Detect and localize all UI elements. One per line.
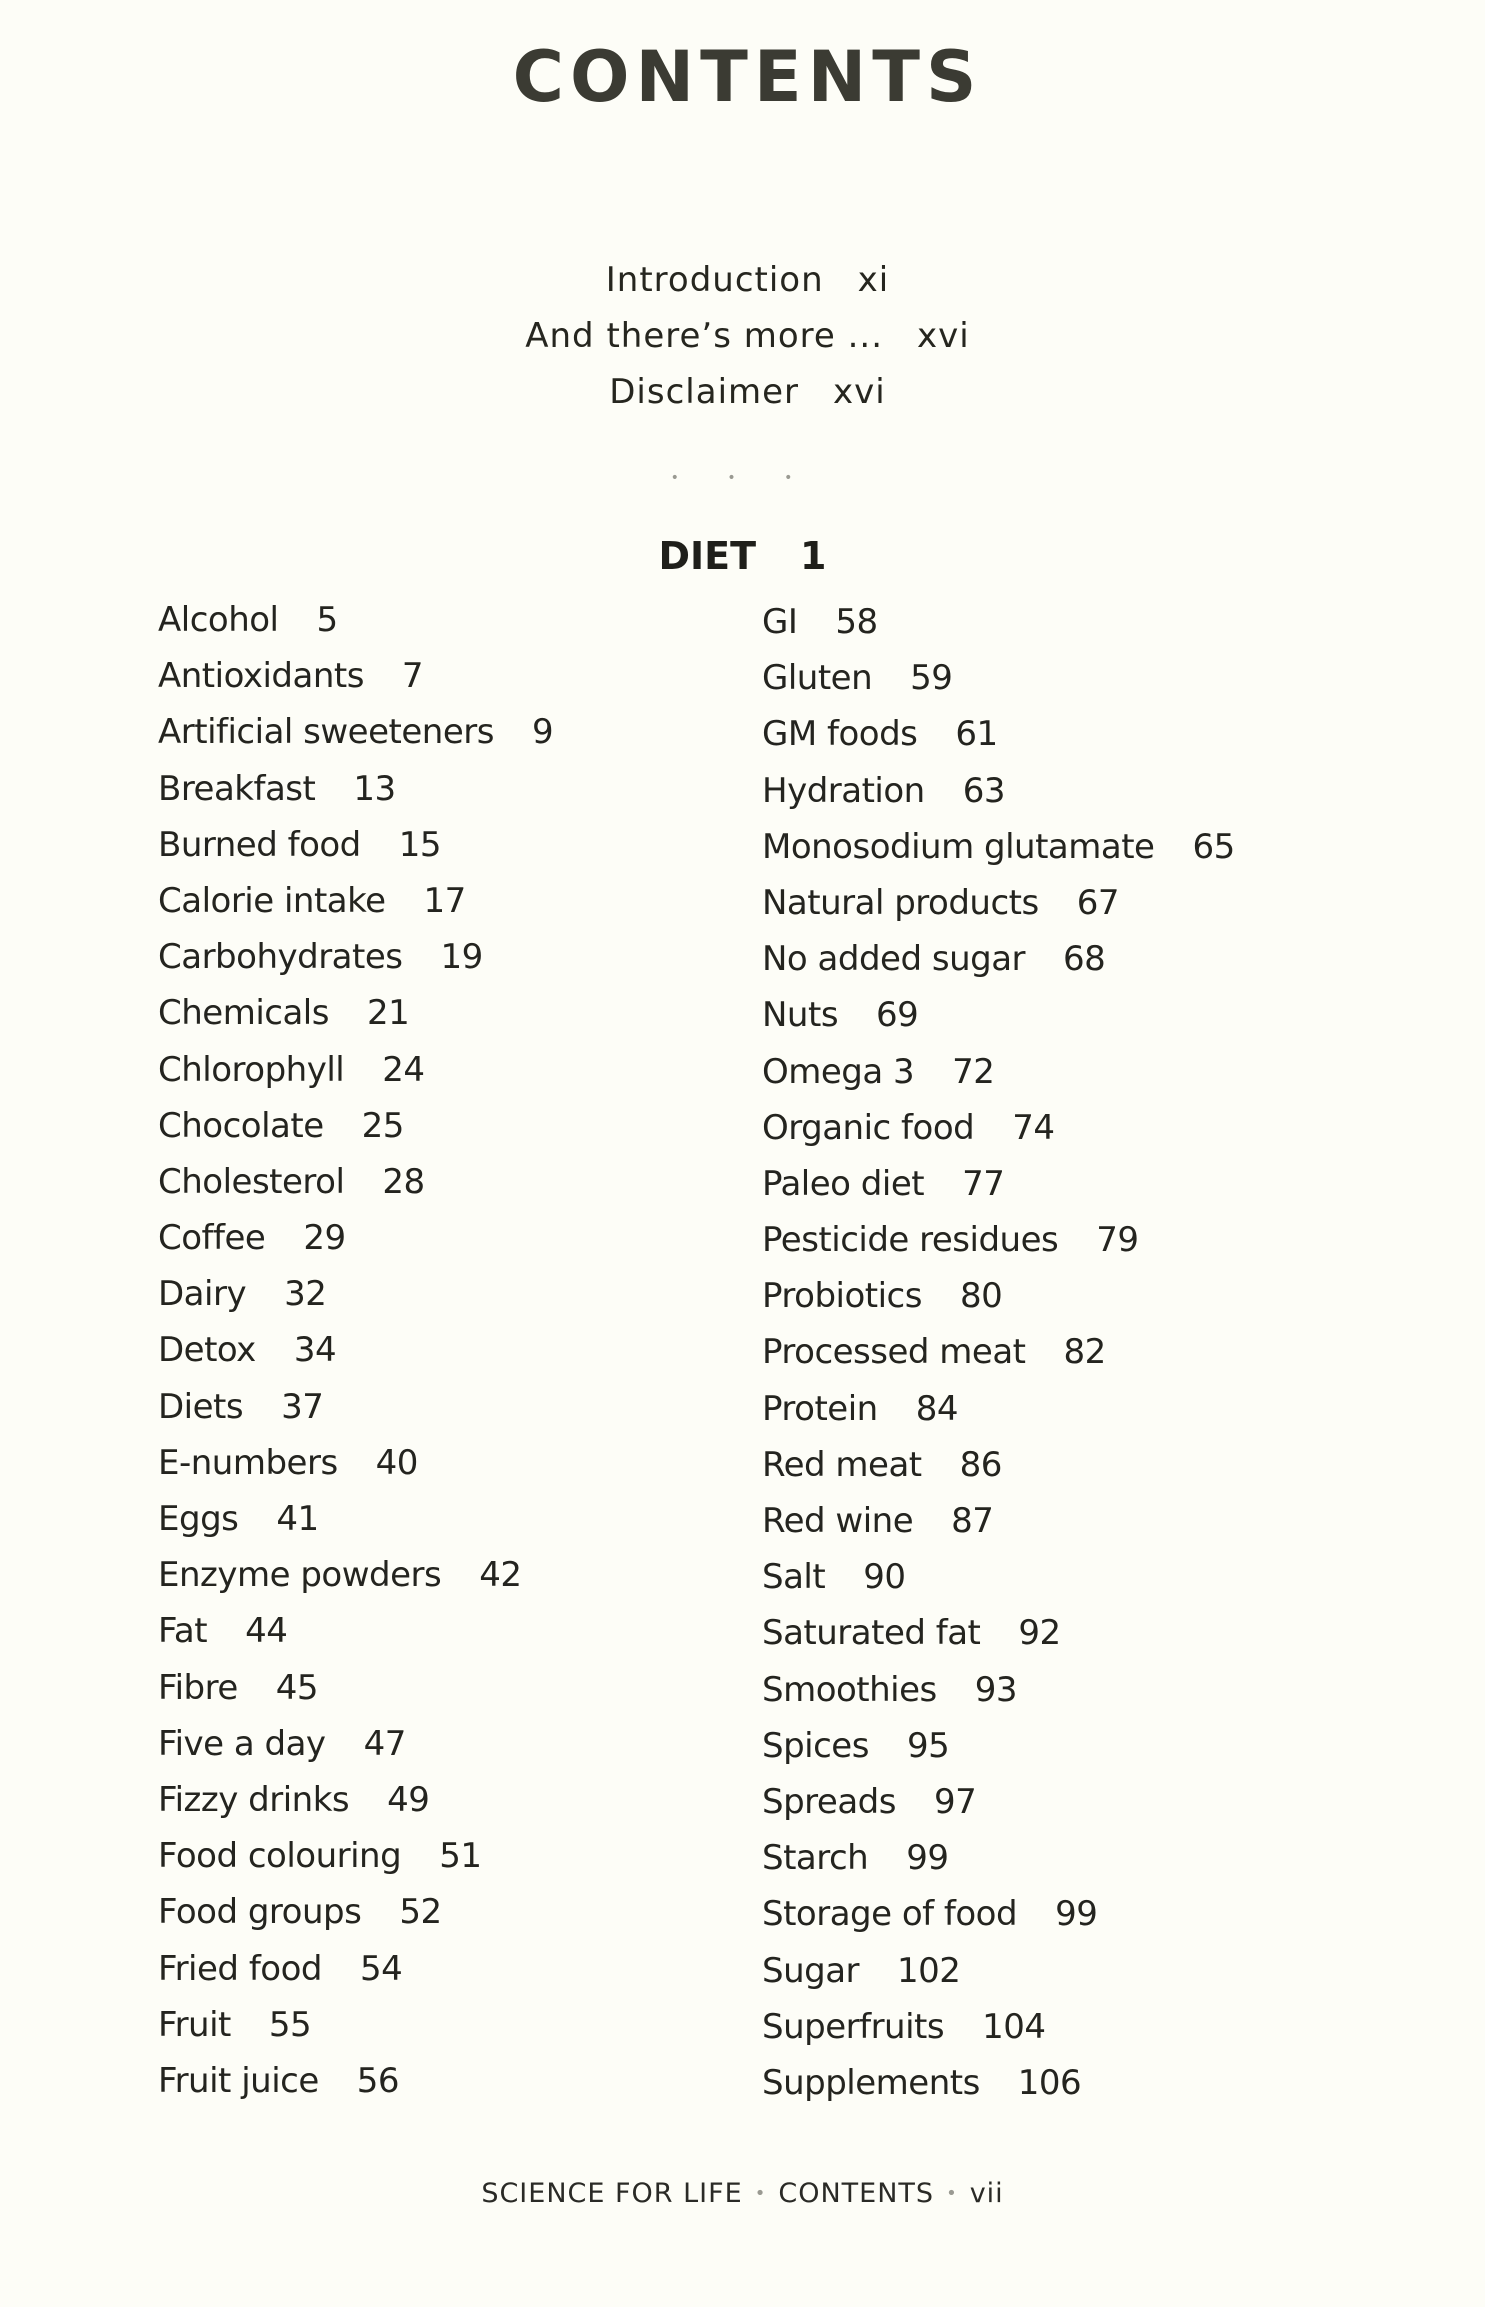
toc-entry[interactable]: [762, 1943, 1235, 1999]
toc-entry[interactable]: [158, 985, 553, 1041]
entry-label: Smoothies: [762, 1669, 937, 1710]
entry-label: Saturated fat: [762, 1613, 981, 1654]
entry-label: Carbohydrates: [158, 937, 403, 978]
entry-page-number: 86: [959, 1444, 1002, 1485]
entry-page-number: 40: [375, 1442, 418, 1483]
toc-entry[interactable]: [158, 1716, 553, 1772]
entry-page-number: 34: [293, 1330, 337, 1371]
toc-entry[interactable]: [158, 1210, 553, 1266]
entry-page-number: 21: [366, 993, 410, 1034]
entry-page-number: 15: [398, 824, 442, 865]
entry-label: Burned food: [158, 824, 361, 865]
entry-page-number: 42: [479, 1555, 522, 1596]
front-matter-list: [0, 252, 1485, 420]
entry-page-number: 93: [974, 1669, 1018, 1710]
footer-separator-icon: •: [946, 2183, 958, 2204]
entry-page-number: 49: [387, 1779, 430, 1820]
toc-entry[interactable]: [762, 1774, 1235, 1830]
entry-label: Alcohol: [158, 600, 279, 640]
entry-label: Red wine: [762, 1501, 914, 1541]
toc-entry[interactable]: [158, 648, 553, 704]
entry-page-number: 44: [245, 1611, 288, 1652]
entry-page-number: 29: [303, 1218, 346, 1259]
toc-entry[interactable]: [762, 987, 1235, 1043]
entry-page-number: 32: [284, 1274, 327, 1315]
entry-page-number: 90: [863, 1557, 906, 1598]
entry-page-number: 19: [440, 937, 483, 978]
footer-section: CONTENTS: [778, 2178, 935, 2209]
entry-page-number: 9: [531, 712, 554, 753]
toc-entry[interactable]: [762, 1268, 1235, 1324]
toc-entry[interactable]: [762, 1437, 1235, 1493]
entry-label: Cholesterol: [158, 1161, 345, 1202]
toc-entry[interactable]: [762, 706, 1235, 762]
entry-label: No added sugar: [762, 939, 1026, 980]
entry-page-number: 13: [353, 768, 396, 809]
toc-entry[interactable]: [158, 592, 553, 648]
toc-entry[interactable]: [158, 929, 553, 985]
entry-label: Hydration: [762, 770, 925, 811]
entry-label: Starch: [762, 1838, 869, 1879]
toc-entry-introduction[interactable]: [0, 252, 1485, 308]
entry-page-number: 82: [1063, 1332, 1106, 1373]
entry-label: Coffee: [158, 1218, 266, 1259]
toc-entry[interactable]: [762, 1605, 1235, 1661]
entry-label: Salt: [762, 1557, 826, 1598]
entry-page-number: xvi: [833, 372, 886, 412]
entry-page-number: 56: [356, 2060, 400, 2101]
entry-label: GM foods: [762, 714, 918, 755]
entry-page-number: 28: [382, 1161, 425, 1202]
toc-entry[interactable]: [762, 650, 1235, 706]
entry-page-number: 97: [933, 1781, 977, 1822]
entry-label: Eggs: [158, 1499, 239, 1539]
entry-page-number: 59: [910, 658, 953, 699]
entry-label: Spreads: [762, 1781, 896, 1822]
entry-page-number: 69: [876, 995, 919, 1036]
toc-entry[interactable]: [158, 1660, 553, 1716]
entry-page-number: 79: [1096, 1220, 1139, 1261]
entry-label: Natural products: [762, 882, 1039, 923]
entry-page-number: 99: [906, 1838, 949, 1879]
entry-label: Processed meat: [762, 1332, 1026, 1373]
entry-label: Disclaimer: [609, 372, 800, 412]
toc-entry[interactable]: [158, 1098, 553, 1154]
entry-page-number: 92: [1018, 1613, 1061, 1654]
entry-page-number: 52: [399, 1892, 442, 1933]
entry-page-number: 25: [361, 1105, 404, 1146]
entry-page-number: 77: [962, 1163, 1005, 1204]
entry-page-number: 24: [382, 1049, 425, 1090]
footer-book-title: SCIENCE FOR LIFE: [481, 2178, 743, 2209]
entry-label: Fruit juice: [158, 2060, 319, 2101]
entry-label: Fizzy drinks: [158, 1779, 350, 1820]
entry-label: Artificial sweeteners: [158, 712, 494, 753]
entry-page-number: 104: [982, 2006, 1046, 2047]
entry-page-number: 58: [835, 602, 878, 642]
toc-entry[interactable]: [158, 1828, 553, 1884]
entry-label: Monosodium glutamate: [762, 826, 1155, 867]
toc-entry[interactable]: [158, 1997, 553, 2053]
entry-page-number: 67: [1076, 882, 1119, 923]
entry-label: Spices: [762, 1725, 869, 1766]
entry-label: Gluten: [762, 658, 873, 699]
entry-label: Five a day: [158, 1723, 326, 1764]
toc-entry[interactable]: [762, 763, 1235, 819]
toc-entry[interactable]: [762, 1324, 1235, 1380]
page-title: CONTENTS: [512, 36, 983, 118]
toc-column-left: [158, 592, 553, 2109]
entry-page-number: 45: [275, 1667, 319, 1708]
toc-entry[interactable]: [762, 594, 1235, 650]
toc-entry[interactable]: [158, 1042, 553, 1098]
entry-label: GI: [762, 602, 798, 642]
entry-label: Chlorophyll: [158, 1049, 345, 1090]
toc-entry[interactable]: [762, 1886, 1235, 1942]
entry-label: Pesticide residues: [762, 1220, 1059, 1261]
entry-label: E-numbers: [158, 1442, 338, 1483]
toc-entry[interactable]: [762, 1100, 1235, 1156]
toc-entry[interactable]: [158, 873, 553, 929]
footer-separator-icon: •: [754, 2183, 767, 2204]
entry-page-number: 5: [316, 600, 338, 640]
entry-page-number: 61: [955, 714, 998, 755]
entry-page-number: 7: [401, 656, 424, 697]
entry-label: Fried food: [158, 1948, 322, 1989]
toc-entry[interactable]: [158, 1603, 553, 1659]
toc-entry-and-theres-more[interactable]: [0, 308, 1485, 364]
section-title: DIET: [658, 534, 757, 578]
toc-entry[interactable]: [158, 1379, 553, 1435]
toc-entry[interactable]: [762, 1999, 1235, 2055]
entry-label: Detox: [158, 1330, 256, 1371]
entry-page-number: xi: [857, 260, 890, 300]
entry-label: Fibre: [158, 1667, 238, 1708]
toc-entry[interactable]: [762, 1212, 1235, 1268]
entry-page-number: 41: [276, 1499, 319, 1539]
entry-page-number: 99: [1055, 1894, 1098, 1935]
entry-page-number: 51: [439, 1836, 482, 1877]
entry-label: Fat: [158, 1611, 208, 1652]
entry-label: Probiotics: [762, 1276, 922, 1317]
entry-label: Food groups: [158, 1892, 362, 1933]
entry-label: Breakfast: [158, 768, 316, 809]
entry-label: Food colouring: [158, 1836, 402, 1877]
entry-page-number: 63: [962, 770, 1005, 811]
entry-label: Chocolate: [158, 1105, 324, 1146]
entry-label: Chemicals: [158, 993, 329, 1034]
entry-page-number: 47: [363, 1723, 406, 1764]
entry-page-number: 80: [959, 1276, 1003, 1317]
entry-label: Omega 3: [762, 1051, 915, 1092]
toc-entry[interactable]: [762, 931, 1235, 987]
toc-entry[interactable]: [158, 1772, 553, 1828]
entry-page-number: 87: [951, 1501, 994, 1541]
toc-entry[interactable]: [158, 1266, 553, 1322]
entry-label: Supplements: [762, 2062, 980, 2103]
entry-page-number: 17: [423, 880, 466, 921]
page-footer: [0, 2178, 1485, 2209]
entry-label: Calorie intake: [158, 880, 386, 921]
section-page-number: 1: [800, 534, 827, 578]
toc-entry[interactable]: [762, 1156, 1235, 1212]
toc-entry[interactable]: [158, 1547, 553, 1603]
toc-entry[interactable]: [158, 761, 553, 817]
entry-page-number: 72: [952, 1051, 995, 1092]
toc-entry[interactable]: [762, 819, 1235, 875]
entry-page-number: 74: [1012, 1107, 1055, 1148]
toc-entry[interactable]: [762, 1044, 1235, 1100]
entry-label: Organic food: [762, 1107, 975, 1148]
entry-label: Diets: [158, 1386, 244, 1427]
entry-page-number: 102: [897, 1950, 961, 1991]
toc-entry[interactable]: [158, 2053, 553, 2109]
entry-label: Fruit: [158, 2004, 231, 2045]
entry-page-number: 65: [1192, 826, 1235, 867]
toc-entry[interactable]: [158, 817, 553, 873]
toc-entry[interactable]: [762, 1549, 1235, 1605]
entry-label: And there’s more ...: [525, 316, 884, 356]
entry-label: Red meat: [762, 1444, 922, 1485]
toc-entry[interactable]: [762, 875, 1235, 931]
entry-label: Sugar: [762, 1950, 860, 1991]
entry-page-number: 68: [1063, 939, 1106, 980]
section-divider-dots: • • •: [670, 470, 815, 486]
toc-entry[interactable]: [762, 2055, 1235, 2111]
toc-entry[interactable]: [762, 1718, 1235, 1774]
toc-entry[interactable]: [158, 1884, 553, 1940]
footer-page-number: vii: [969, 2178, 1004, 2209]
toc-entry[interactable]: [762, 1381, 1235, 1437]
entry-page-number: 95: [906, 1725, 950, 1766]
entry-label: Superfruits: [762, 2006, 945, 2047]
toc-entry[interactable]: [158, 1154, 553, 1210]
toc-entry[interactable]: [158, 1435, 553, 1491]
toc-entry-disclaimer[interactable]: [0, 364, 1485, 420]
entry-label: Introduction: [605, 260, 824, 300]
entry-label: Enzyme powders: [158, 1555, 442, 1596]
section-heading-diet[interactable]: [0, 534, 1485, 578]
toc-entry[interactable]: [158, 704, 553, 760]
toc-entry[interactable]: [158, 1941, 553, 1997]
entry-page-number: 106: [1017, 2062, 1082, 2103]
entry-label: Storage of food: [762, 1894, 1018, 1935]
toc-entry[interactable]: [762, 1830, 1235, 1886]
toc-entry[interactable]: [158, 1322, 553, 1378]
toc-entry[interactable]: [762, 1662, 1235, 1718]
entry-page-number: xvi: [917, 316, 970, 356]
toc-entry[interactable]: [762, 1493, 1235, 1549]
entry-label: Nuts: [762, 995, 839, 1036]
entry-label: Protein: [762, 1388, 878, 1429]
entry-page-number: 37: [281, 1386, 324, 1427]
toc-column-right: [762, 594, 1235, 2111]
entry-label: Dairy: [158, 1274, 247, 1315]
toc-entry[interactable]: [158, 1491, 553, 1547]
entry-page-number: 54: [359, 1948, 403, 1989]
entry-page-number: 55: [268, 2004, 312, 2045]
entry-label: Paleo diet: [762, 1163, 925, 1204]
entry-page-number: 84: [915, 1388, 958, 1429]
entry-label: Antioxidants: [158, 656, 364, 697]
